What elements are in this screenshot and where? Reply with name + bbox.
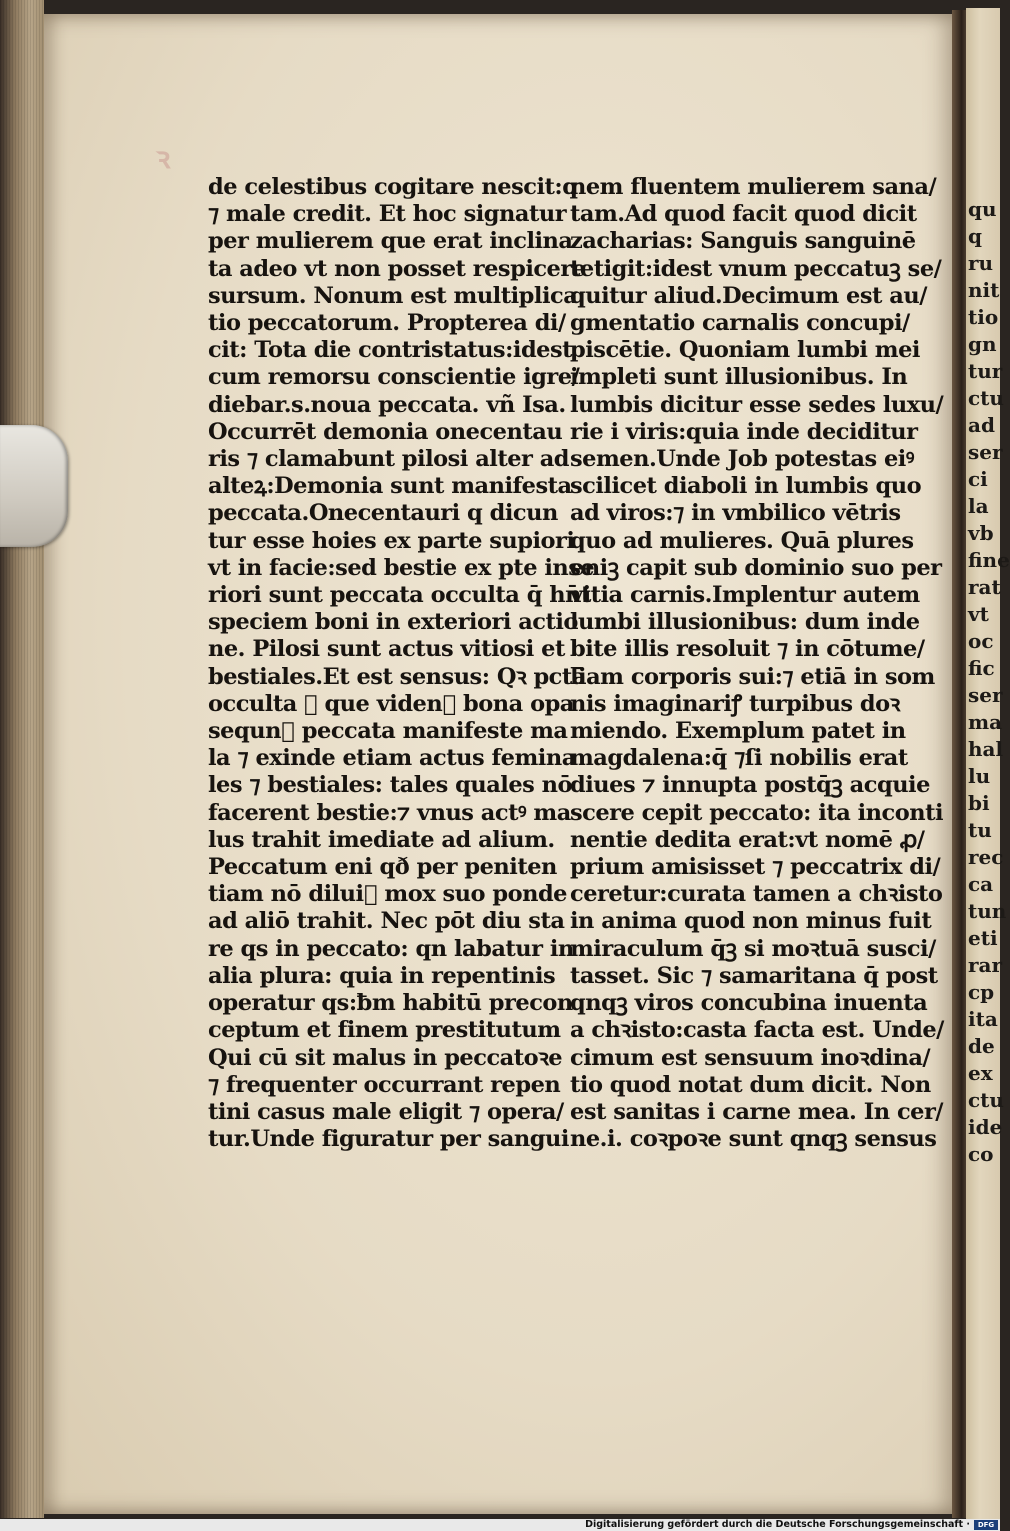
text-line: quo ad mulieres. Quā plures bbox=[570, 527, 914, 554]
text-line: piscētie. Quoniam lumbi mei bbox=[570, 337, 920, 364]
faint-stamp-mark: ꝛ bbox=[156, 141, 171, 176]
text-line: ad viros:⁊ in vmbilico vētris bbox=[570, 500, 901, 527]
text-line: nem fluentem mulierem sana/ bbox=[570, 174, 937, 200]
text-line: in anima quod non minus fuit bbox=[570, 908, 932, 935]
next-page-fragment: ru bbox=[968, 251, 994, 275]
footer-bar bbox=[0, 1519, 1000, 1531]
text-line: occulta ⁊ que videnᷣ bona opa bbox=[208, 690, 574, 717]
text-line: nis imaginariꝭ turpibus doꝛ bbox=[570, 690, 900, 717]
text-line: quitur aliud.Decimum est au/ bbox=[570, 282, 927, 309]
text-line: tio quod notat dum dicit. Non bbox=[570, 1071, 931, 1098]
text-line: ne.i. coꝛpoꝛe sunt qnqꝫ sensus bbox=[570, 1126, 937, 1153]
next-page-fragment: oc bbox=[968, 629, 994, 653]
text-line: la ⁊ exinde etiam actus femina bbox=[208, 745, 576, 772]
book-clasp bbox=[0, 425, 68, 547]
text-line: diebar.s.noua peccata. vñ Isa. bbox=[208, 391, 566, 418]
text-line: miendo. Exemplum patet in bbox=[570, 718, 906, 745]
text-line: cit: Tota die contristatus:idest bbox=[208, 337, 573, 364]
text-line: prium amisisset ⁊ peccatrix di/ bbox=[570, 854, 941, 881]
next-page-fragment: de bbox=[968, 1034, 995, 1058]
next-page-fragment: lu bbox=[968, 764, 991, 788]
book-edge-left bbox=[0, 0, 44, 1518]
text-line: per mulierem que erat inclina bbox=[208, 228, 573, 255]
next-page-fragment: gn bbox=[968, 332, 997, 356]
next-page-fragment: ex bbox=[968, 1061, 993, 1085]
next-page-fragment: fic bbox=[968, 656, 995, 680]
text-line: tetigit:idest vnum peccatuꝫ se/ bbox=[570, 255, 942, 282]
next-page-fragment: eti bbox=[968, 926, 998, 950]
next-page-fragment: rec bbox=[968, 845, 1004, 869]
next-page-fragment: co bbox=[968, 1142, 994, 1166]
next-page-fragment: rar bbox=[968, 953, 1003, 977]
text-line: gmentatio carnalis concupi/ bbox=[570, 310, 910, 337]
text-line: ne. Pilosi sunt actus vitiosi et bbox=[208, 636, 565, 663]
next-page-fragment: tio bbox=[968, 305, 999, 329]
text-line: ⁊ frequenter occurrant repen bbox=[208, 1071, 561, 1098]
next-page-fragment: ser bbox=[968, 683, 1003, 707]
next-page-fragment: tu bbox=[968, 818, 992, 842]
text-line: impleti sunt illusionibus. In bbox=[570, 364, 908, 391]
next-page-edge bbox=[966, 8, 1010, 1520]
next-page-fragment: q bbox=[968, 224, 982, 248]
text-line: alia plura: quia in repentinis bbox=[208, 962, 556, 989]
text-line: liam corporis sui:⁊ etiā in som bbox=[570, 663, 935, 690]
next-page-fragment: ctu bbox=[968, 386, 1004, 410]
text-line: lumbis dicitur esse sedes luxu/ bbox=[570, 391, 944, 418]
text-line: ris ⁊ clamabunt pilosi alter ad bbox=[208, 446, 570, 473]
text-line: Peccatum eni qð per peniten bbox=[208, 854, 557, 881]
text-line: alteꝝ:Demonia sunt manifesta bbox=[208, 473, 572, 500]
next-page-fragment: ctu bbox=[968, 1088, 1004, 1112]
next-page-fragment: vb bbox=[968, 521, 994, 545]
text-line: vitia carnis.Implentur autem bbox=[570, 582, 920, 609]
next-page-fragment: ma bbox=[968, 710, 1003, 734]
text-line: diues ⁊ innupta postq̄ꝫ acquie bbox=[570, 772, 930, 799]
text-line: cimum est sensuum inoꝛdina/ bbox=[570, 1044, 931, 1071]
text-line: zacharias: Sanguis sanguinē bbox=[570, 228, 916, 255]
next-page-fragment: bi bbox=[968, 791, 990, 815]
text-line: qnqꝫ viros concubina inuenta bbox=[570, 990, 928, 1017]
text-line: Qui cū sit malus in peccatoꝛe bbox=[208, 1044, 563, 1071]
next-page-fragment: tur bbox=[968, 359, 1003, 383]
text-line: lumbi illusionibus: dum inde bbox=[570, 609, 920, 636]
next-page-fragment: ca bbox=[968, 872, 994, 896]
text-line: ceretur:curata tamen a chꝛisto bbox=[570, 881, 943, 908]
next-page-fragment: ad bbox=[968, 413, 995, 437]
text-line: les ⁊ bestiales: tales quales nō bbox=[208, 772, 573, 799]
text-line: a chꝛisto:casta facta est. Unde/ bbox=[570, 1017, 944, 1044]
text-line: tini casus male eligit ⁊ opera/ bbox=[208, 1098, 564, 1125]
text-line: scilicet diaboli in lumbis quo bbox=[570, 473, 922, 500]
text-line: magdalena:q̄ ⁊ſi nobilis erat bbox=[570, 745, 908, 772]
next-page-fragment: ser bbox=[968, 440, 1003, 464]
next-page-fragment: qu bbox=[968, 197, 997, 221]
text-column-right bbox=[570, 174, 944, 1153]
text-line: tio peccatorum. Propterea di/ bbox=[208, 310, 566, 337]
next-page-fragment: ide bbox=[968, 1115, 1003, 1139]
text-line: speciem boni in exteriori actio bbox=[208, 609, 578, 636]
text-line: operatur qs:ƀm habitū precon bbox=[208, 990, 573, 1017]
text-line: semen.Unde Job potestas eiꝰ bbox=[570, 446, 914, 473]
text-line: Occurrēt demonia onecentau bbox=[208, 418, 563, 445]
text-line: est sanitas i carne mea. In cer/ bbox=[570, 1098, 944, 1125]
text-line: peccata.Onecentauri q dicun bbox=[208, 500, 558, 527]
text-line: tasset. Sic ⁊ samaritana q̄ post bbox=[570, 962, 938, 989]
next-page-fragment: tun bbox=[968, 899, 1007, 923]
next-page-fragment: fine bbox=[968, 548, 1010, 572]
next-page-fragment: cp bbox=[968, 980, 995, 1004]
text-line: vt in facie:sed bestie ex pte inse bbox=[208, 554, 595, 581]
text-line: bestiales.Et est sensus: Qꝛ pctā bbox=[208, 663, 586, 690]
text-line: ⁊ male credit. Et hoc signatur bbox=[208, 201, 567, 228]
text-line: cum remorsu conscientie igre/ bbox=[208, 364, 580, 391]
text-line: tur esse hoies ex parte supiori bbox=[208, 527, 575, 554]
text-line: rie i viris:quia inde deciditur bbox=[570, 418, 918, 445]
text-line: tam.Ad quod facit quod dicit bbox=[570, 201, 917, 228]
text-line: ad aliō trahit. Nec pōt diu sta bbox=[208, 908, 565, 935]
next-page-fragment: vt bbox=[968, 602, 989, 626]
footer-credit: Digitalisierung gefördert durch die Deutsche Forschungsgemeinschaft · bbox=[585, 1519, 970, 1530]
next-page-text-fragments bbox=[968, 196, 1010, 1168]
text-line: re qs in peccato: qn labatur in bbox=[208, 935, 574, 962]
text-column-left bbox=[208, 174, 595, 1153]
text-line: de celestibus cogitare nescit:q bbox=[208, 174, 578, 200]
text-line: miraculum q̄ꝫ si moꝛtuā susci/ bbox=[570, 935, 936, 962]
next-page-fragment: hal bbox=[968, 737, 1004, 761]
text-line: ta adeo vt non posset respicere bbox=[208, 255, 586, 282]
text-line: riori sunt peccata occulta q̄ hn̄t bbox=[208, 582, 591, 609]
dfg-logo: DFG bbox=[974, 1520, 998, 1530]
text-line: facerent bestie:⁊ vnus actꝰ ma bbox=[208, 799, 571, 826]
text-line: sequnᷣ peccata manifeste ma bbox=[208, 718, 568, 745]
next-page-fragment: la bbox=[968, 494, 989, 518]
text-line: scere cepit peccato: ita inconti bbox=[570, 799, 944, 826]
text-line: bite illis resoluit ⁊ in cōtume/ bbox=[570, 636, 925, 663]
text-line: sursum. Nonum est multiplica bbox=[208, 282, 578, 309]
text-line: lus trahit imediate ad alium. bbox=[208, 826, 555, 853]
text-line: ceptum et finem prestitutum bbox=[208, 1017, 561, 1044]
next-page-fragment: ita bbox=[968, 1007, 998, 1031]
text-line: tiam nō diluiᷣ mox suo ponde bbox=[208, 881, 568, 908]
next-page-fragment: ci bbox=[968, 467, 988, 491]
text-line: nentie dedita erat:vt nomē ꝓ/ bbox=[570, 826, 925, 853]
text-line: tur.Unde figuratur per sangui bbox=[208, 1126, 569, 1153]
text-line: eniꝫ capit sub dominio suo per bbox=[570, 554, 942, 581]
next-page-fragment: nit bbox=[968, 278, 1000, 302]
next-page-fragment: rat bbox=[968, 575, 1001, 599]
